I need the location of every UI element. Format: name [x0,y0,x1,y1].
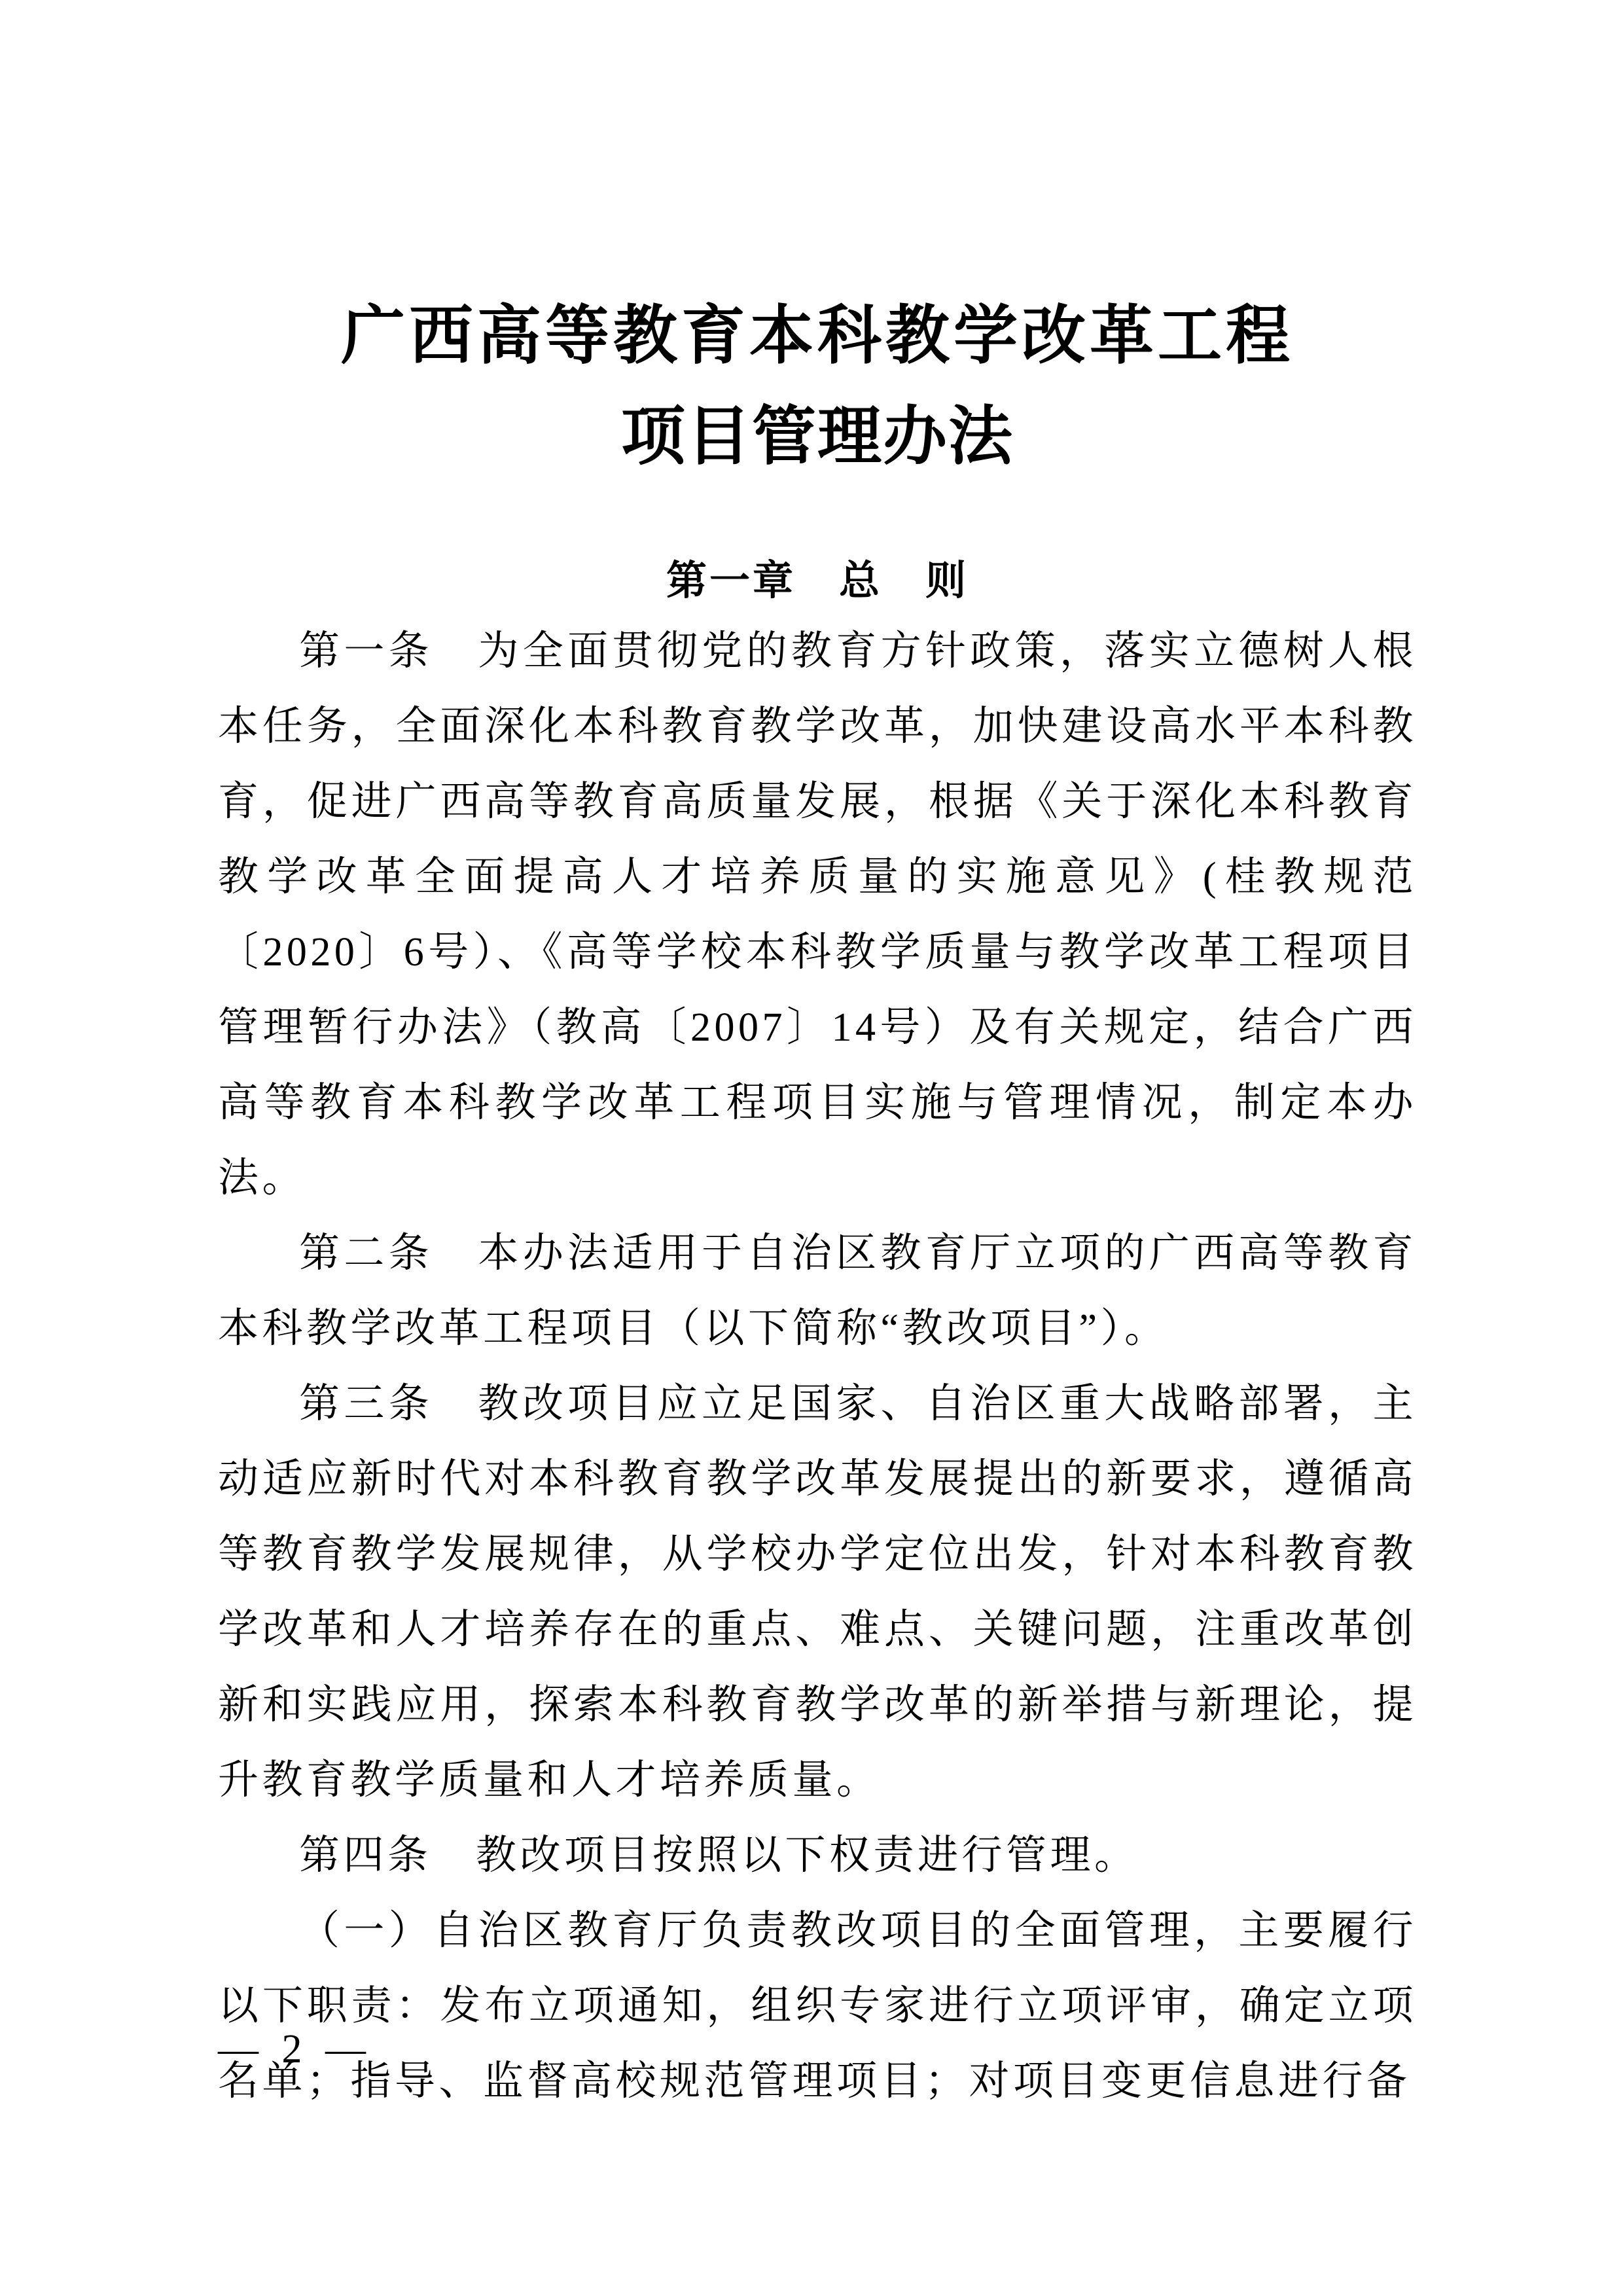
document-body [218,614,1417,2119]
document-title-line1: 广西高等教育本科教学改革工程 [340,301,1294,372]
paragraph-article-4-item-1: （一）自治区教育厅负责教改项目的全面管理，主要履行以下职责：发布立项通知，组织专家进行立项评审，确定立项名单；指导、监督高校规范管理项目；对项目变更信息进行备 [218,1909,1417,2104]
paragraph-article-3: 第三条 教改项目应立足国家、自治区重大战略部署，主动适应新时代对本科教育教学改革发展提出的新要求，遵循高等教育教学发展规律，从学校办学定位出发，针对本科教育教学改革和人才培养存在的重点、难点、关键问题，注重改革创新和实践应用，探索本科教育教学改革的新举措与新理论，提升教育教学质量和人才培养质量。 [218,1382,1417,1803]
paragraph-article-4: 第四条 教改项目按照以下权责进行管理。 [299,1833,1139,1878]
document-title-line2: 项目管理办法 [620,402,1014,473]
chapter-heading: 第一章 总 则 [666,558,969,603]
document-content [218,0,1417,2119]
paragraph-article-2: 第二条 本办法适用于自治区教育厅立项的广西高等教育本科教学改革工程项目（以下简称“教改项目”）。 [218,1231,1417,1351]
paragraph-article-1: 第一条 为全面贯彻党的教育方针政策，落实立德树人根本任务，全面深化本科教育教学改革，加快建设高水平本科教育，促进广西高等教育高质量发展，根据《关于深化本科教育教学改革全面提高人才培养质量的实施意见》(桂教规范〔2020〕6号）、《高等学校本科教学质量与教学改革工程项目管理暂行办法》（教高〔2007〕14号）及有关规定，结合广西高等教育本科教学改革工程项目实施与管理情况，制定本办法。 [218,629,1417,1200]
page-number: — 2 — [218,2027,372,2072]
